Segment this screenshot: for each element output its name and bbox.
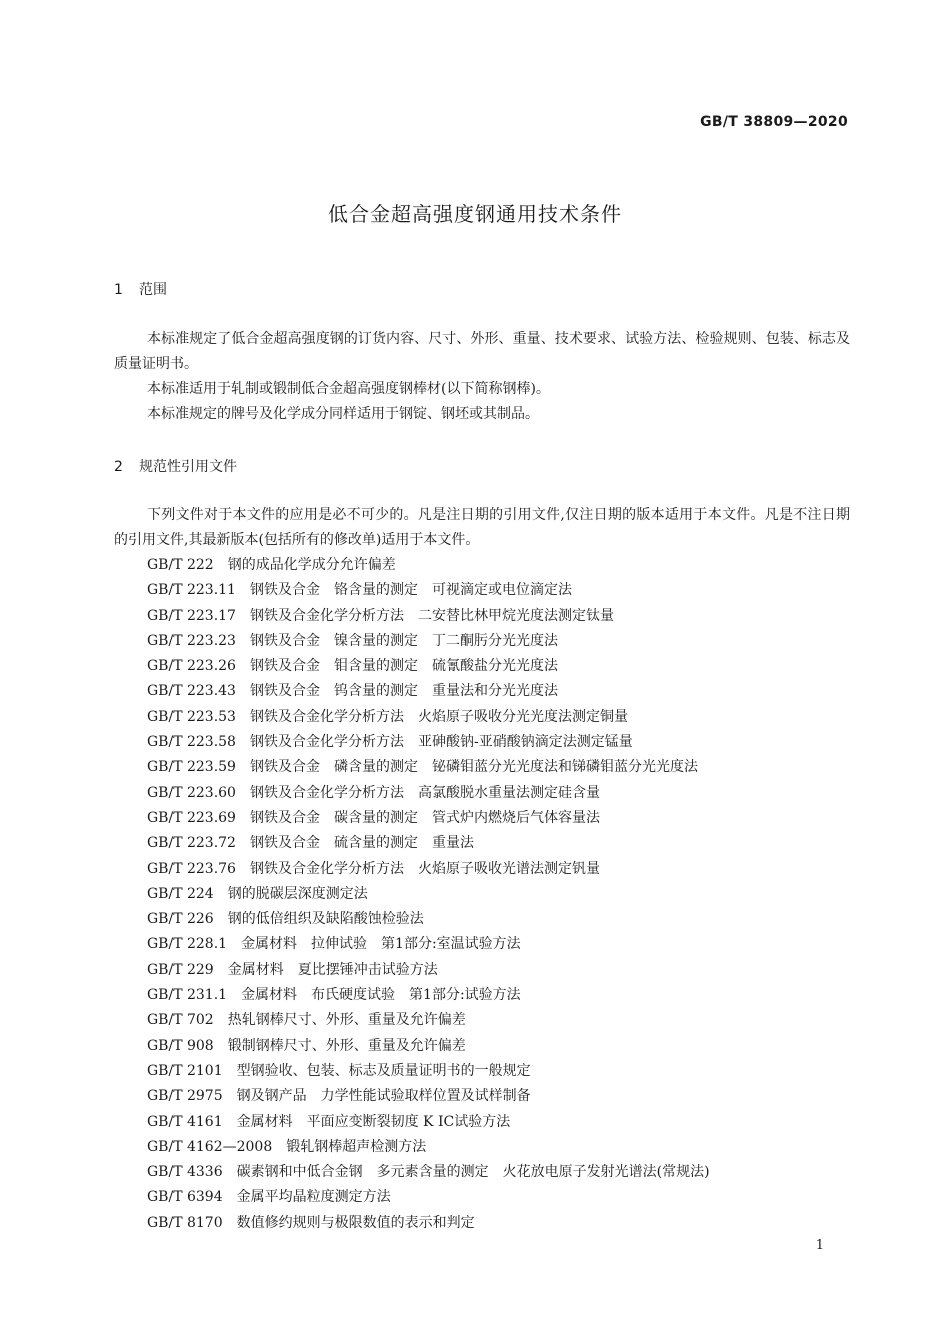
reference-code: GB/T 4162—2008 bbox=[147, 1138, 273, 1155]
reference-title: 钢铁及合金 镍含量的测定 丁二酮肟分光光度法 bbox=[249, 632, 558, 649]
reference-code: GB/T 223.58 bbox=[147, 734, 236, 751]
reference-item bbox=[147, 932, 850, 957]
scope-paragraph-1: 本标准规定了低合金超高强度钢的订货内容、尺寸、外形、重量、技术要求、试验方法、检验规则、包装、标志及质量证明书。 bbox=[114, 331, 850, 372]
scope-paragraph-3: 本标准规定的牌号及化学成分同样适用于钢锭、钢坯或其制品。 bbox=[147, 406, 539, 422]
reference-title: 钢铁及合金 钨含量的测定 重量法和分光光度法 bbox=[249, 683, 558, 700]
reference-code: GB/T 224 bbox=[147, 885, 214, 902]
reference-title: 钢的脱碳层深度测定法 bbox=[227, 885, 368, 902]
references-intro: 下列文件对于本文件的应用是必不可少的。凡是注日期的引用文件,仅注日期的版本适用于本文件。凡是不注日期的引用文件,其最新版本(包括所有的修改单)适用于本文件。 bbox=[114, 507, 850, 548]
section-title: 范围 bbox=[139, 282, 167, 298]
reference-title: 钢铁及合金 碳含量的测定 管式炉内燃烧后气体容量法 bbox=[249, 809, 600, 826]
reference-item bbox=[147, 1084, 850, 1109]
section-2-heading bbox=[114, 456, 237, 476]
reference-item bbox=[147, 553, 850, 578]
reference-title: 钢铁及合金 硫含量的测定 重量法 bbox=[249, 835, 474, 852]
reference-title: 金属材料 平面应变断裂韧度 K IC试验方法 bbox=[236, 1113, 511, 1130]
reference-title: 钢铁及合金 铬含量的测定 可视滴定或电位滴定法 bbox=[249, 582, 572, 599]
reference-item bbox=[147, 781, 850, 806]
reference-code: GB/T 2101 bbox=[147, 1062, 223, 1079]
reference-code: GB/T 223.59 bbox=[147, 759, 236, 776]
reference-code: GB/T 223.26 bbox=[147, 658, 236, 675]
reference-title: 热轧钢棒尺寸、外形、重量及允许偏差 bbox=[227, 1012, 466, 1029]
reference-item bbox=[147, 1034, 850, 1059]
reference-code: GB/T 226 bbox=[147, 911, 214, 928]
reference-item bbox=[147, 730, 850, 755]
reference-code: GB/T 223.60 bbox=[147, 784, 236, 801]
section-title: 规范性引用文件 bbox=[139, 459, 237, 475]
reference-item bbox=[147, 1135, 850, 1160]
reference-title: 钢铁及合金化学分析方法 二安替比林甲烷光度法测定钛量 bbox=[249, 607, 614, 624]
reference-item bbox=[147, 705, 850, 730]
reference-code: GB/T 223.23 bbox=[147, 632, 236, 649]
reference-title: 钢铁及合金化学分析方法 高氯酸脱水重量法测定硅含量 bbox=[249, 784, 600, 801]
reference-code: GB/T 6394 bbox=[147, 1189, 223, 1206]
reference-code: GB/T 2975 bbox=[147, 1088, 223, 1105]
reference-code: GB/T 4336 bbox=[147, 1164, 223, 1181]
reference-title: 锻轧钢棒超声检测方法 bbox=[286, 1138, 427, 1155]
reference-item bbox=[147, 958, 850, 983]
reference-item bbox=[147, 604, 850, 629]
reference-item bbox=[147, 654, 850, 679]
reference-item bbox=[147, 578, 850, 603]
reference-code: GB/T 4161 bbox=[147, 1113, 223, 1130]
reference-title: 型钢验收、包装、标志及质量证明书的一般规定 bbox=[236, 1062, 531, 1079]
reference-code: GB/T 222 bbox=[147, 557, 214, 573]
reference-item bbox=[147, 882, 850, 907]
reference-code: GB/T 223.17 bbox=[147, 607, 236, 624]
reference-title: 金属材料 夏比摆锤冲击试验方法 bbox=[227, 961, 438, 978]
reference-item bbox=[147, 1008, 850, 1033]
reference-title: 金属平均晶粒度测定方法 bbox=[236, 1189, 391, 1206]
reference-item bbox=[147, 629, 850, 654]
reference-title: 钢铁及合金 磷含量的测定 铋磷钼蓝分光光度法和锑磷钼蓝分光光度法 bbox=[249, 759, 698, 776]
reference-code: GB/T 223.76 bbox=[147, 860, 236, 877]
reference-item bbox=[147, 857, 850, 882]
reference-code: GB/T 8170 bbox=[147, 1214, 223, 1231]
reference-code: GB/T 229 bbox=[147, 961, 214, 978]
reference-item bbox=[147, 679, 850, 704]
reference-item bbox=[147, 1110, 850, 1135]
reference-item bbox=[147, 983, 850, 1008]
reference-item bbox=[147, 907, 850, 932]
reference-item bbox=[147, 755, 850, 780]
reference-title: 锻制钢棒尺寸、外形、重量及允许偏差 bbox=[227, 1037, 466, 1054]
section-1-heading bbox=[114, 279, 167, 299]
reference-code: GB/T 231.1 bbox=[147, 987, 228, 1004]
reference-item bbox=[147, 1185, 850, 1210]
section-number: 2 bbox=[114, 459, 123, 475]
reference-item bbox=[147, 1059, 850, 1084]
reference-title: 钢铁及合金化学分析方法 火焰原子吸收光谱法测定钒量 bbox=[249, 860, 600, 877]
reference-title: 钢铁及合金化学分析方法 火焰原子吸收分光光度法测定铜量 bbox=[249, 708, 628, 725]
reference-code: GB/T 223.72 bbox=[147, 835, 236, 852]
scope-paragraph-2: 本标准适用于轧制或锻制低合金超高强度钢棒材(以下简称钢棒)。 bbox=[147, 381, 550, 397]
reference-code: GB/T 223.43 bbox=[147, 683, 236, 700]
reference-title: 金属材料 拉伸试验 第1部分:室温试验方法 bbox=[241, 936, 521, 953]
reference-code: GB/T 223.53 bbox=[147, 708, 236, 725]
reference-code: GB/T 223.69 bbox=[147, 809, 236, 826]
reference-list bbox=[147, 553, 850, 1236]
reference-title: 钢及钢产品 力学性能试验取样位置及试样制备 bbox=[236, 1088, 531, 1105]
section-number: 1 bbox=[114, 282, 123, 298]
reference-title: 碳素钢和中低合金钢 多元素含量的测定 火花放电原子发射光谱法(常规法) bbox=[236, 1164, 710, 1181]
standard-number: GB/T 38809—2020 bbox=[700, 114, 848, 130]
reference-code: GB/T 908 bbox=[147, 1037, 214, 1054]
reference-title: 钢的低倍组织及缺陷酸蚀检验法 bbox=[227, 911, 424, 928]
reference-code: GB/T 223.11 bbox=[147, 582, 236, 599]
reference-title: 钢的成品化学成分允许偏差 bbox=[227, 557, 396, 573]
reference-title: 钢铁及合金化学分析方法 亚砷酸钠-亚硝酸钠滴定法测定锰量 bbox=[249, 734, 633, 751]
page-number: 1 bbox=[815, 1238, 824, 1253]
reference-item bbox=[147, 1211, 850, 1236]
reference-title: 金属材料 布氏硬度试验 第1部分:试验方法 bbox=[241, 987, 521, 1004]
reference-item bbox=[147, 1160, 850, 1185]
reference-item bbox=[147, 806, 850, 831]
reference-title: 数值修约规则与极限数值的表示和判定 bbox=[236, 1214, 475, 1231]
reference-code: GB/T 702 bbox=[147, 1012, 214, 1029]
document-title: 低合金超高强度钢通用技术条件 bbox=[328, 202, 622, 226]
reference-item bbox=[147, 831, 850, 856]
reference-code: GB/T 228.1 bbox=[147, 936, 228, 953]
reference-title: 钢铁及合金 钼含量的测定 硫氰酸盐分光光度法 bbox=[249, 658, 558, 675]
